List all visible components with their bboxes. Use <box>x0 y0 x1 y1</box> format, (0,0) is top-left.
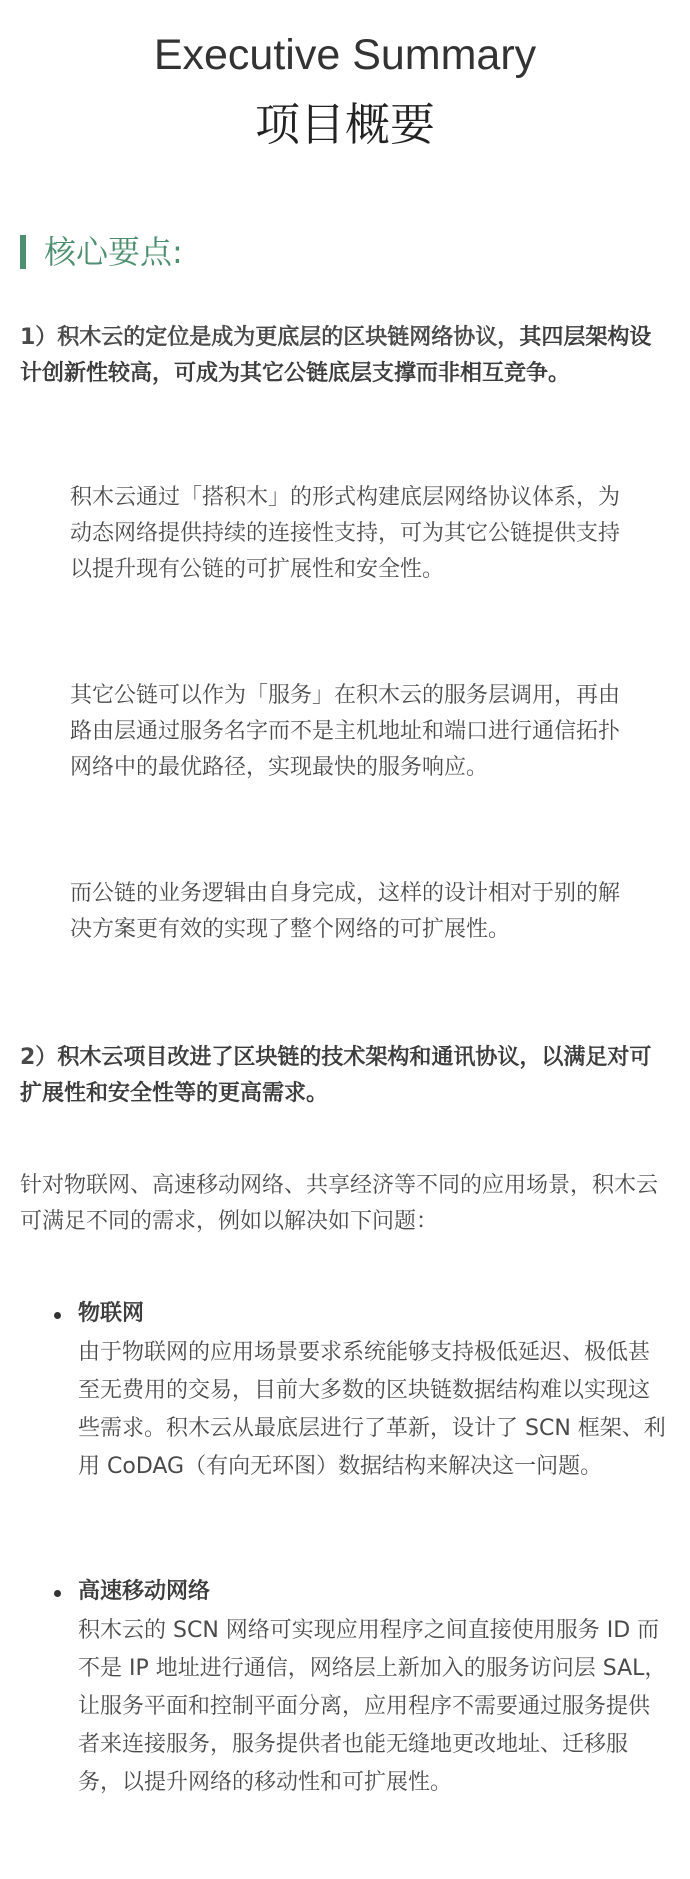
point-1 <box>20 320 670 392</box>
section-accent-bar <box>20 235 26 269</box>
intro-paragraph: 针对物联网、高速移动网络、共享经济等不同的应用场景，积木云可满足不同的需求，例如以解决如下问题： <box>20 1173 659 1234</box>
point-2 <box>20 1040 670 1112</box>
point-1-paragraph-1: 积木云通过「搭积木」的形式构建底层网络协议体系，为动态网络提供持续的连接性支持，可为其它公链提供支持以提升现有公链的可扩展性和安全性。 <box>70 485 621 582</box>
point-1-prefix: 1）积木云的定位是成为更底层的区块链网络协议， <box>20 325 520 350</box>
title-english: Executive Summary <box>153 31 537 79</box>
point-2-bold: 积木云项目改进了区块链的技术架构和通讯协议，以满足对可扩展性和安全性等的更高需求。 <box>20 1045 652 1106</box>
section-title: 核心要点: <box>44 233 183 271</box>
bullet-1-title: 物联网 <box>78 1301 145 1326</box>
point-1-paragraph-2: 其它公链可以作为「服务」在积木云的服务层调用，再由路由层通过服务名字而不是主机地址和端口进行通信拓扑网络中的最优路径，实现最快的服务响应。 <box>70 683 621 780</box>
bullet-dot-2 <box>54 1590 61 1597</box>
bullet-2-title: 高速移动网络 <box>78 1579 211 1604</box>
bullet-1-body: 由于物联网的应用场景要求系统能够支持极低延迟、极低甚至无费用的交易，目前大多数的区块链数据结构难以实现这些需求。积木云从最底层进行了革新，设计了 SCN 框架、利用 CoDAG（有向无环图）数据结构来解决这一问题。 <box>78 1340 666 1479</box>
bullet-dot-1 <box>54 1312 61 1319</box>
bullet-2-body: 积木云的 SCN 网络可实现应用程序之间直接使用服务 ID 而不是 IP 地址进行通信，网络层上新加入的服务访问层 SAL，让服务平面和控制平面分离，应用程序不需要通过服务提供者来连接服务，服务提供者也能无缝地更改地址、迁移服务，以提升网络的移动性和可扩展性。 <box>78 1618 667 1795</box>
point-1-paragraph-3: 而公链的业务逻辑由自身完成，这样的设计相对于别的解决方案更有效的实现了整个网络的可扩展性。 <box>70 881 621 942</box>
section-heading <box>20 232 183 272</box>
title-chinese: 项目概要 <box>254 98 435 151</box>
point-1-bold: 其四层架构设计创新性较高，可成为其它公链底层支撑而非相互竞争。 <box>20 325 652 386</box>
point-2-prefix: 2） <box>20 1045 58 1070</box>
